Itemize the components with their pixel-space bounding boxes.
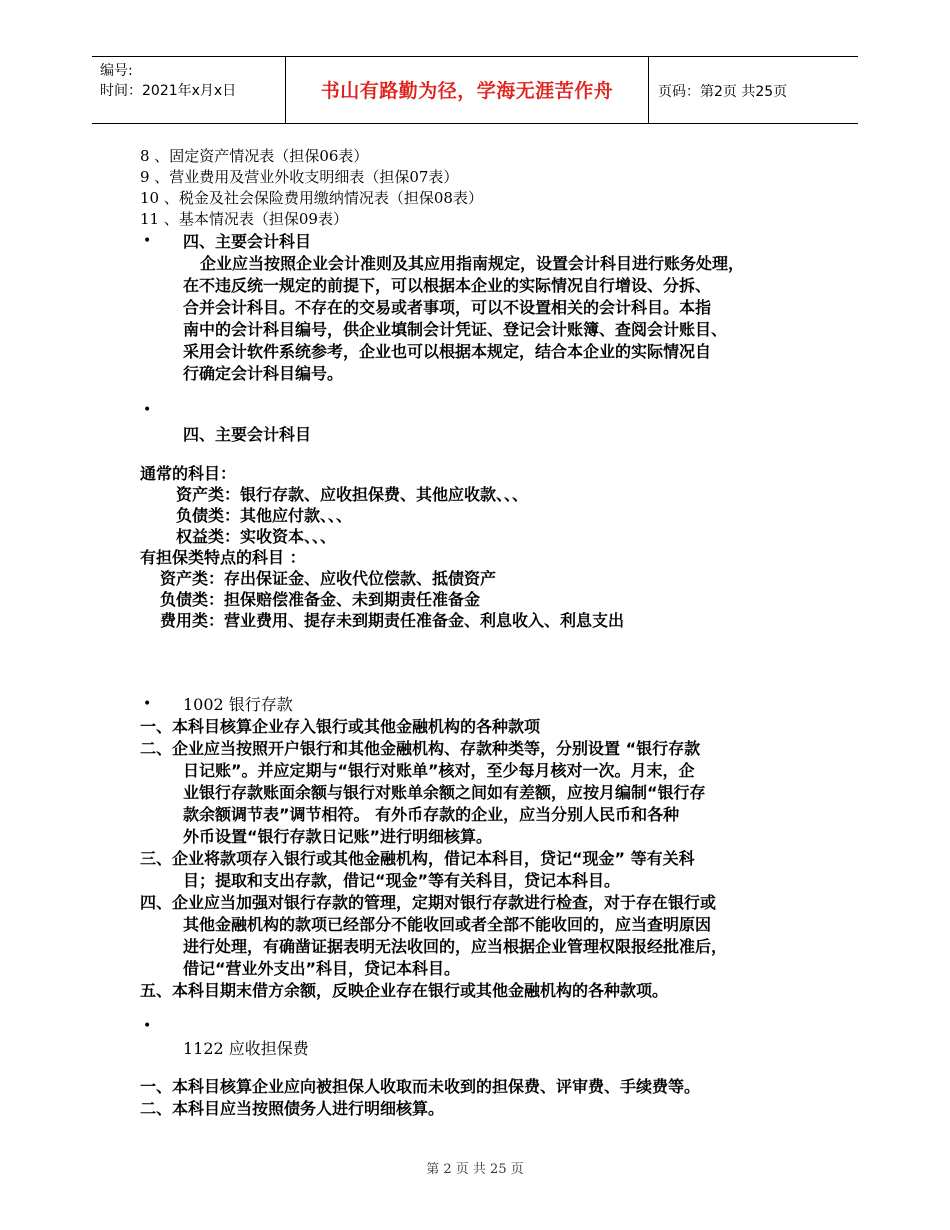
time-label: 时间：2021年x月x日 <box>100 83 237 99</box>
serial-label: 编号: <box>100 63 133 79</box>
bullet-marker: • <box>143 696 152 712</box>
paragraph-line: 合并会计科目。不存在的交易或者事项，可以不设置相关的会计科目。本指 <box>183 298 712 317</box>
paragraph-line: 借记“营业外支出”科目，贷记本科目。 <box>183 959 461 978</box>
bullet-marker: • <box>143 1018 152 1034</box>
paragraph-line: 四、企业应当加强对银行存款的管理，定期对银行存款进行检查，对于存在银行或 <box>140 893 717 912</box>
bullet-marker: • <box>143 402 152 418</box>
list-label: 通常的科目： <box>140 464 237 483</box>
toc-item: 11 、基本情况表（担保09表） <box>140 210 348 228</box>
list-item: 资产类：存出保证金、应收代位偿款、抵债资产 <box>160 569 497 588</box>
paragraph-line: 二、企业应当按照开户银行和其他金融机构、存款种类等，分别设置 “银行存款 <box>140 739 701 758</box>
list-item: 资产类：银行存款、应收担保费、其他应收款、、、 <box>176 485 529 504</box>
section-title: 1002 银行存款 <box>183 695 293 714</box>
paragraph-line: 采用会计软件系统参考，企业也可以根据本规定，结合本企业的实际情况自 <box>183 342 712 361</box>
paragraph-line: 行确定会计科目编号。 <box>183 364 344 383</box>
paragraph-line: 目；提取和支出存款，借记“现金”等有关科目，贷记本科目。 <box>183 871 621 890</box>
paragraph-line: 一、本科目核算企业存入银行或其他金融机构的各种款项 <box>140 717 541 736</box>
paragraph-line: 二、本科目应当按照债务人进行明细核算。 <box>140 1099 445 1118</box>
paragraph-line: 款余额调节表”调节相符。 有外币存款的企业，应当分别人民币和各种 <box>183 805 680 824</box>
section-title: 四、主要会计科目 <box>183 425 312 444</box>
paragraph-line: 其他金融机构的款项已经部分不能收回或者全部不能收回的，应当查明原因 <box>183 915 712 934</box>
paragraph-line: 三、企业将款项存入银行或其他金融机构，借记本科目，贷记“现金” 等有关科 <box>140 849 695 868</box>
list-item: 负债类：其他应付款、、、 <box>176 506 353 525</box>
list-label: 有担保类特点的科目 ： <box>140 548 306 567</box>
list-item: 负债类：担保赔偿准备金、未到期责任准备金 <box>160 590 481 609</box>
page-header <box>92 56 858 124</box>
paragraph-line: 一、本科目核算企业应向被担保人收取而未收到的担保费、评审费、手续费等。 <box>140 1077 701 1096</box>
section-title: 1122 应收担保费 <box>183 1039 309 1058</box>
paragraph-line: 业银行存款账面余额与银行对账单余额之间如有差额，应按月编制“银行存 <box>183 783 706 802</box>
toc-item: 9 、营业费用及营业外收支明细表（担保07表） <box>140 168 459 186</box>
header-motto: 书山有路勤为径，学海无涯苦作舟 <box>320 80 614 102</box>
toc-item: 8 、固定资产情况表（担保06表） <box>140 147 369 165</box>
paragraph-line: 企业应当按照企业会计准则及其应用指南规定，设置会计科目进行账务处理， <box>200 254 745 273</box>
header-meta <box>100 61 236 101</box>
paragraph-line: 五、本科目期末借方余额，反映企业存在银行或其他金融机构的各种款项。 <box>140 981 669 1000</box>
toc-item: 10 、税金及社会保险费用缴纳情况表（担保08表） <box>140 189 483 207</box>
page-info: 页码：第2页 共25页 <box>658 84 788 100</box>
list-item: 费用类：营业费用、提存未到期责任准备金、利息收入、利息支出 <box>160 611 625 630</box>
header-divider <box>648 57 649 123</box>
paragraph-line: 在不违反统一规定的前提下，可以根据本企业的实际情况自行增设、分拆、 <box>183 276 712 295</box>
section-title: 四、主要会计科目 <box>183 232 312 251</box>
paragraph-line: 南中的会计科目编号，供企业填制会计凭证、登记会计账簿、查阅会计账目、 <box>183 320 728 339</box>
paragraph-line: 进行处理，有确凿证据表明无法收回的，应当根据企业管理权限报经批准后， <box>183 937 728 956</box>
bullet-marker: • <box>143 233 152 249</box>
list-item: 权益类：实收资本、、、 <box>176 527 337 546</box>
paragraph-line: 外币设置“银行存款日记账”进行明细核算。 <box>183 827 493 846</box>
paragraph-line: 日记账”。并应定期与“银行对账单”核对，至少每月核对一次。月末，企 <box>183 761 695 780</box>
page-footer: 第 2 页 共 25 页 <box>426 1162 524 1177</box>
